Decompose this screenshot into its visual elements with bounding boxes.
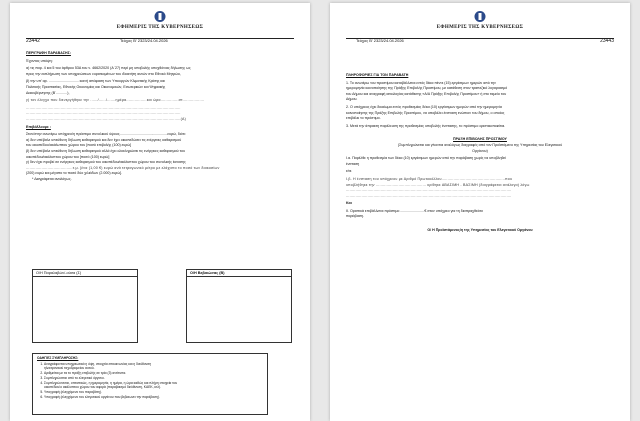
signature-label: Ο/Η Βεβαιώσας (Β) [187,270,291,277]
list-item: 3. Συμπληρώνεται από το ελεγκτικό όργανο. [44,376,263,381]
text-line: του οικοπέδου/ακάλυπτου χώρου του [ποσό επιβολής (100) ευρώ] [26,143,132,148]
list-item: 1. Αναγράφονται υποχρεωτικά η όψη, στοιχεία επικοινωνίας και η διεύθυνση [44,362,263,367]
text-line: γ) τον έλεγχο που διενεργήθηκε την ....../....../.......ημέρα.................και ώρα...............στ.................. [26,98,205,103]
text-line: ένσταση [346,161,360,166]
dotted-line: .................................................................................................................................(Α) [26,116,186,121]
text-line: Ι.α. Παρέλθε η προθεσμία των δέκα (10) εργάσιμων ημερών από την παράβαση χωρίς να υποβληθεί [346,156,506,161]
text-line: Ι.β. Η ένσταση του υπόχρεου με Αριθμό Πρωτοκόλλου.....................................................που [346,176,513,181]
right-body [346,73,614,234]
header-rule [346,38,614,39]
text-line: α) δεν υπέβαλε υπεύθυνη δήλωση καθαρισμού και δεν έχει οικοπεδώσει τις ενέργειες καθαρισμού [26,137,182,142]
receiver-signature-box[interactable] [32,269,138,343]
left-page [10,3,310,421]
list-item: 6. Υπογραφή (ελεγχόμενο του ελεγκτικού οργάνου που βεβαιωνει την παράβαση). [44,395,263,400]
left-body [26,51,294,182]
issue-label: Τεύχος Β’ 2323/24.04.2026 [356,38,404,43]
dotted-line: ................................................................................................................................. [26,105,181,110]
dotted-line: ................................................................................................................................. [26,111,181,116]
text-line: 2. Ο υπόχρεος έχει δικαίωμα εντός προθεσμίας δέκα (10) εργάσιμων ημερών από την ημερομηνία [346,104,502,109]
footnote: * Διαγράφεται αναλόγως. [32,176,72,181]
text-line: προς την εκπλήρωση των υποχρεώσεων ευρισκομένων του ιδιοκτήτη αυτών στο Εθνικό Μητρώο, [26,71,181,76]
signature-boxes [32,269,288,343]
text-line: β) την υπ’ αρ. .............................. κοινή απόφαση των Υπουργών Κλιματικής Κρίσης και [26,79,166,84]
instructions-list [44,362,263,400]
text-line: παράβαση. [346,214,364,219]
dotted-line: .......................................................................................................................................... [346,188,512,193]
page-header [330,11,630,45]
text-line: 3. Μετά την άπρακτη παρέλευση της προθεσμίας υποβολής ένστασης, το πρόστιμο οριστικοποιείται. [346,123,506,128]
text-line: υποβλήθηκε την .......................................... κρίθηκε ΑΒΑΣΙΜΗ - ΒΑΣΙΜΗ (διαγράφεται ανάλογα) λόγω [346,182,530,187]
text-line: 1. Το ανωτέρω του προστίμου καταβάλλεται εντός δέκα πέντε (15) εργάσιμων ημερών από την [346,80,496,85]
right-page [330,3,630,421]
text-line: είτε [346,169,352,174]
header-rule [26,38,294,39]
instructions-title: ΟΔΗΓΙΕΣ ΣΥΜΠΛΗΡΩΣΗΣ: [37,356,79,360]
text-line: Οργάνου) [472,148,488,153]
text-line: Διακυβέρνησης (Β΄...........), [26,90,70,95]
text-line: Στον/στην ανωτέρω υπόχρεο/η πρόστιμο συνολικού ύψους................................................ευρώ, διότι: [26,132,186,137]
coat-of-arms-icon [155,11,166,22]
signer-title: Ο/ Η Προϊστάμενος/η της Υπηρεσίας του Ελεγκτικού Οργάνου [427,228,533,233]
text-line: επιβάλει το πρόστιμο. [346,116,381,121]
dotted-line: .......................................................................................................................................... [346,193,512,198]
text-line: Έχοντας υπόψη: [26,58,53,63]
page-number: 23443 [600,38,614,44]
certifier-signature-box[interactable] [186,269,292,343]
section-heading-2: ΠΡΑΞΗ ΕΠΙΒΟΛΗΣ ΠΡΟΣΤΙΜΟΥ [453,137,507,142]
text-line: οικοπέδου/ακάλυπτου χώρου του [ποσό (100) ευρώ] [26,154,110,159]
signature-label: Ο/Η Παραλαβών/-ούσα (Σ) [33,270,137,277]
text-line: γ) δεν έχει προβεί σε ενέργειες καθαρισμού του οικοπέδου/ακάλυπτου χώρου του συνολικής έκτασης [26,160,186,165]
section-heading-2: Επιβάλλουμε : [26,124,51,129]
coat-of-arms-icon [475,11,486,22]
masthead: ΕΦΗΜΕΡΙΣ ΤΗΣ ΚΥΒΕΡΝΗΣΕΩΣ [116,25,204,30]
list-item: 2. Αριθμείται με τα το πράξη επιβολής σε τρία (3) αντίτυπα. [44,371,263,376]
page-number: 23442 [26,38,40,44]
text-line: ΙΙ. Οριστικά επιβάλλεται πρόστιμο ........................€ στον υπόχρεο για τη διαπραχθείσα [346,208,483,213]
section-heading: ΠΕΡΙΓΡΑΦΗ ΠΑΡΑΒΑΣΗΣ: [26,51,71,55]
text-line: Δήμου. [346,97,358,102]
text-line: (200) ευρώ και μέγιστο το ποσό δύο χιλιάδων (2.000) ευρώ]. [26,171,123,176]
list-item: 5. Υπογραφή (ελεγχόμενο του παραβάτη). [44,390,263,395]
text-line: κοινοποίησης της Πράξης Επιβολής Προστίμου, να υποβάλει ένσταση ενώπιον του δήμου, ο οποίος [346,110,505,115]
text-line: Και [346,201,352,206]
masthead: ΕΦΗΜΕΡΙΣ ΤΗΣ ΚΥΒΕΡΝΗΣΕΩΣ [436,25,524,30]
text-line: του Δήμου και αναγραφή αιτιολογίας κατάθεσης «Α/Α Πράξης Επιβολής Προστίμου» ή στο ταμείο του [346,91,507,96]
text-line: Πολιτικής Προστασίας, Εθνικής Οικονομίας και Οικονομικών, Εσωτερικών και Ψηφιακής [26,84,166,89]
text-line: β) δεν υπέβαλε υπεύθυνη δήλωση καθαρισμού αλλά έχει ολοκληρώσει τις ενέργειες καθαρισμού του [26,148,185,153]
text-line: α) τις παρ. 4 και 5 του άρθρου 53Α του ν. 4662/2020 (Α΄27) περί μη υποβολής υποχθόνιας δήλωσης ως [26,66,191,71]
list-item-cont: ηλεκτρονικού ταχυδρομείου αυτού. [44,366,95,371]
text-line: ημερομηνία κοινοποίησης της Πράξης Επιβολής Προστίμου, με κατάθεση στον τραπεζικό λογαριασμό [346,86,508,91]
list-item: 4. Συμπληρώνονται, οπτιστικώς, η ημερομηνία, η ημέρα, η ώρα καθώς και πλήρη στοιχεία του [44,381,263,386]
issue-label: Τεύχος Β’ 2323/24.04.2026 [120,38,168,43]
text-line: .......................................τ.μ. [ένα (1,00 €) ευρώ ανά τετραγωνικό μέτρο με ελάχιστο το ποσό των διακοσίων [26,165,220,170]
page-header [10,11,310,45]
section-heading: ΠΛΗΡΟΦΟΡΙΕΣ ΓΙΑ ΤΟΝ ΠΑΡΑΒΑΤΗ [346,73,409,77]
list-item-cont: οικοπέδου/ο ακάλυπτου χώρου του αφορά (παραβαισμό διεύθυνση, ΚΑΕΚ, κτλ). [44,385,162,390]
text-line: (Συμπληρώνεται και γίνονται αναλόγως διαγραφές από τον Προϊστάμενο της Υπηρεσίας του Ελεγκτικού [397,142,563,147]
instructions-box [32,353,268,415]
